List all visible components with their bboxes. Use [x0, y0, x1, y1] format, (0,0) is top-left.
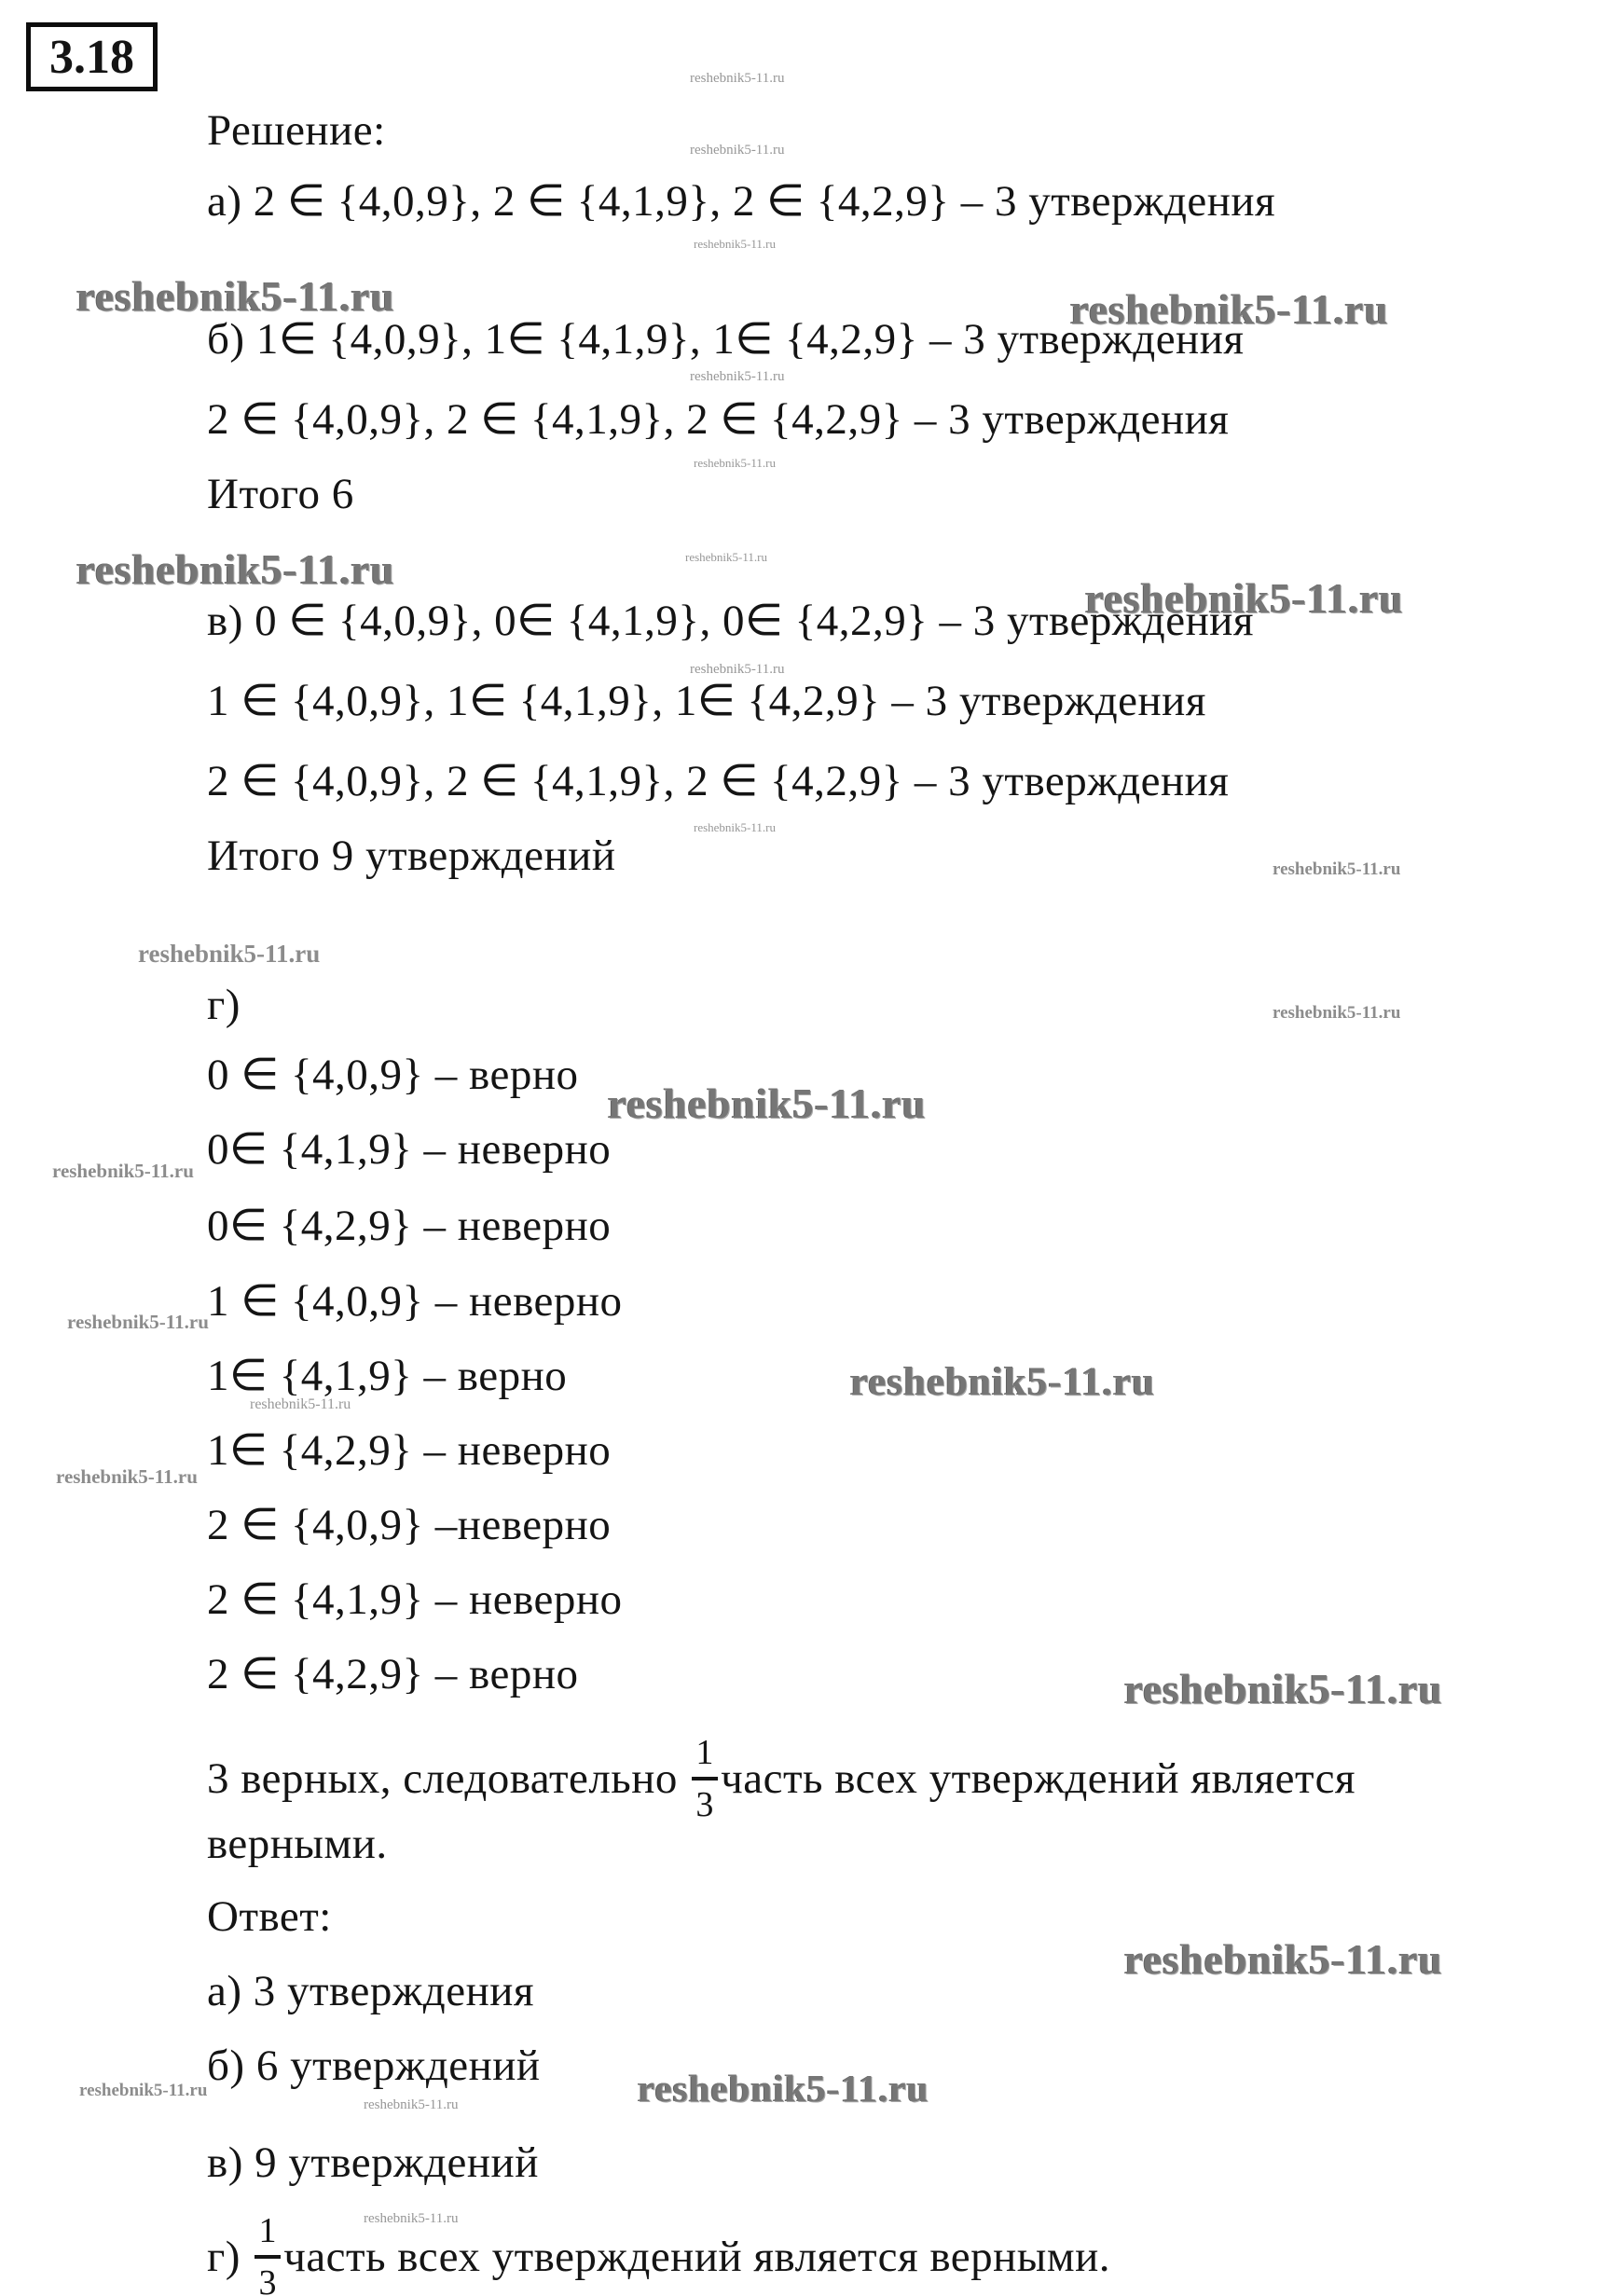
answer-item-g	[207, 2211, 1111, 2296]
answer-item-g-label: г)	[207, 2232, 241, 2281]
fraction-one-third	[255, 2213, 281, 2296]
fraction-numerator: 1	[258, 2211, 277, 2250]
watermark-text: reshebnik5-11.ru	[690, 71, 785, 86]
answer-item-a: а) 3 утверждения	[207, 1967, 534, 2015]
part-g-check-3: 0∈ {4,2,9} – неверно	[207, 1202, 612, 1250]
watermark-text: reshebnik5-11.ru	[1124, 1936, 1443, 1983]
watermark-text: reshebnik5-11.ru	[685, 550, 767, 564]
part-g-check-9: 2 ∈ {4,2,9} – верно	[207, 1650, 579, 1698]
problem-number: 3.18	[49, 30, 134, 84]
fraction-bar	[255, 2255, 281, 2259]
part-v-line-3: 2 ∈ {4,0,9}, 2 ∈ {4,1,9}, 2 ∈ {4,2,9} – 3 утверждения	[207, 757, 1230, 805]
fraction-denominator: 3	[258, 2263, 277, 2296]
watermark-text: reshebnik5-11.ru	[364, 2097, 459, 2112]
solution-heading: Решение:	[207, 106, 386, 155]
conclusion-text-after: часть всех утверждений является	[721, 1753, 1356, 1803]
part-g-check-5: 1∈ {4,1,9} – верно	[207, 1352, 568, 1400]
part-g-check-1: 0 ∈ {4,0,9} – верно	[207, 1051, 579, 1099]
part-g-check-7: 2 ∈ {4,0,9} –неверно	[207, 1501, 612, 1549]
watermark-text: reshebnik5-11.ru	[694, 820, 776, 834]
watermark-text: reshebnik5-11.ru	[850, 1360, 1156, 1404]
watermark-text: reshebnik5-11.ru	[1070, 286, 1389, 333]
watermark-text: reshebnik5-11.ru	[690, 143, 785, 158]
part-b-line-1: б) 1∈ {4,0,9}, 1∈ {4,1,9}, 1∈ {4,2,9} – 3 утверждения	[207, 315, 1245, 364]
watermark-text: reshebnik5-11.ru	[79, 2081, 208, 2100]
watermark-text: reshebnik5-11.ru	[76, 273, 395, 320]
watermark-text: reshebnik5-11.ru	[364, 2211, 459, 2226]
watermark-text: reshebnik5-11.ru	[67, 1311, 209, 1333]
part-v-line-1: в) 0 ∈ {4,0,9}, 0∈ {4,1,9}, 0∈ {4,2,9} – 3 утверждения	[207, 597, 1255, 645]
conclusion-continued: верными.	[207, 1820, 388, 1868]
answer-item-g-text: часть всех утверждений является верными.	[283, 2232, 1111, 2281]
part-g-check-6: 1∈ {4,2,9} – неверно	[207, 1426, 612, 1475]
part-g-label: г)	[207, 981, 241, 1029]
watermark-text: reshebnik5-11.ru	[1273, 1003, 1401, 1023]
watermark-text: reshebnik5-11.ru	[694, 456, 776, 470]
watermark-text: reshebnik5-11.ru	[694, 237, 776, 251]
watermark-text: reshebnik5-11.ru	[638, 2067, 929, 2110]
answer-item-v: в) 9 утверждений	[207, 2138, 539, 2187]
watermark-text: reshebnik5-11.ru	[1124, 1666, 1443, 1712]
problem-number-box	[26, 22, 158, 91]
watermark-text: reshebnik5-11.ru	[56, 1465, 198, 1488]
part-b-line-2: 2 ∈ {4,0,9}, 2 ∈ {4,1,9}, 2 ∈ {4,2,9} – 3 утверждения	[207, 395, 1230, 444]
part-a-statement: а) 2 ∈ {4,0,9}, 2 ∈ {4,1,9}, 2 ∈ {4,2,9} – 3 утверждения	[207, 177, 1276, 226]
fraction-numerator: 1	[695, 1733, 714, 1772]
part-g-check-8: 2 ∈ {4,1,9} – неверно	[207, 1575, 623, 1624]
answer-heading: Ответ:	[207, 1892, 332, 1941]
part-v-line-2: 1 ∈ {4,0,9}, 1∈ {4,1,9}, 1∈ {4,2,9} – 3 утверждения	[207, 677, 1206, 725]
watermark-text: reshebnik5-11.ru	[250, 1396, 351, 1412]
fraction-one-third	[692, 1735, 718, 1822]
conclusion-text-before: 3 верных, следовательно	[207, 1753, 678, 1803]
watermark-text: reshebnik5-11.ru	[690, 369, 785, 384]
part-b-total: Итого 6	[207, 470, 354, 518]
watermark-text: reshebnik5-11.ru	[690, 662, 785, 677]
fraction-bar	[692, 1777, 718, 1780]
watermark-text: reshebnik5-11.ru	[52, 1160, 194, 1182]
part-g-check-4: 1 ∈ {4,0,9} – неверно	[207, 1277, 623, 1326]
answer-item-b: б) 6 утверждений	[207, 2042, 541, 2090]
conclusion-line	[207, 1733, 1356, 1826]
watermark-text: reshebnik5-11.ru	[608, 1080, 927, 1127]
watermark-text: reshebnik5-11.ru	[138, 940, 321, 968]
fraction-denominator: 3	[695, 1785, 714, 1824]
part-g-check-2: 0∈ {4,1,9} – неверно	[207, 1125, 612, 1174]
watermark-text: reshebnik5-11.ru	[76, 546, 395, 593]
watermark-text: reshebnik5-11.ru	[1085, 575, 1404, 622]
watermark-text: reshebnik5-11.ru	[1273, 859, 1401, 879]
part-v-total: Итого 9 утверждений	[207, 832, 616, 880]
